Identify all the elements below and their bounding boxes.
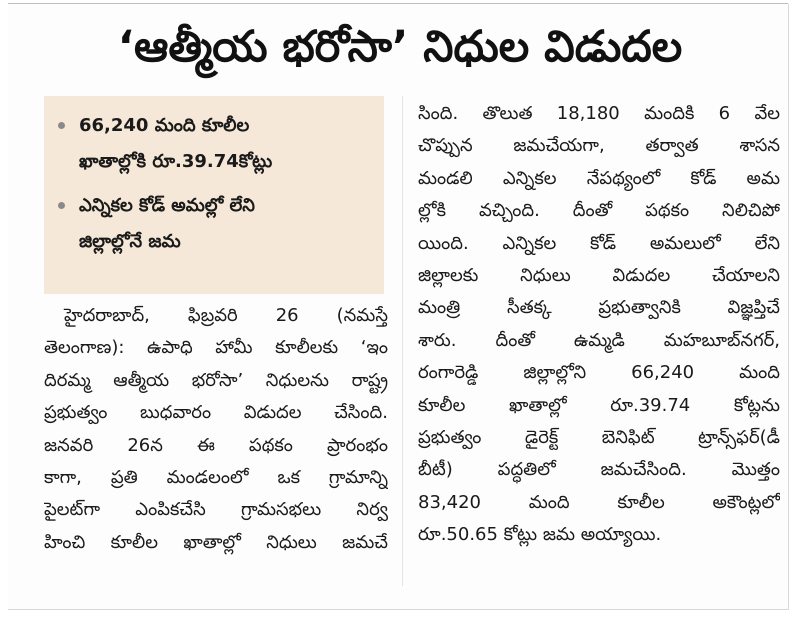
article-line: సింది. తొలుత 18,180 మందికి 6 వేల — [418, 103, 780, 124]
highlight-text — [79, 108, 272, 180]
article-line: రూ.50.65 కోట్లు జమ అయ్యాయి. — [418, 524, 662, 546]
article-line: శారు. దీంతో ఉమ్మడి మహబూబ్‌నగర్, — [418, 329, 780, 351]
headline: ‘ఆత్మీయ భరోసా’ నిధుల విడుదల — [117, 22, 683, 72]
article-line: ప్రభుత్వం బుధవారం విడుదల చేసింది. — [44, 402, 388, 424]
article-right-column — [418, 98, 780, 551]
highlights-box — [44, 96, 384, 294]
article-line: చొప్పున జమచేయగా, తర్వాత శాసన — [418, 135, 780, 157]
highlight-item — [58, 108, 376, 180]
article-line: కాగా, ప్రతి మండలంలో ఒక గ్రామాన్ని — [44, 466, 388, 488]
highlight-line: 66,240 మంది కూలీల — [79, 115, 250, 136]
article-line: 83,420 మంది కూలీల అకౌంట్లలో — [418, 491, 780, 513]
highlight-item — [58, 188, 376, 260]
article-line: హించి కూలీల ఖాతాల్లో నిధులు జమచే — [44, 531, 388, 553]
highlight-line: జిల్లాల్లోనే జమ — [79, 231, 181, 252]
article-line: దిరమ్మ ఆత్మీయ భరోసా’ నిధులను రాష్ట్ర — [44, 369, 388, 391]
article-line: మంత్రి సీతక్క ప్రభుత్వానికి విజ్ఞప్తిచే — [418, 297, 780, 319]
highlight-line: ఎన్నికల కోడ్ అమల్లో లేని — [79, 195, 255, 216]
bullet-icon — [58, 122, 65, 129]
article-line: జనవరి 26న ఈ పథకం ప్రారంభం — [44, 434, 388, 456]
article-line: ప్రభుత్వం డైరెక్ట్ బెనిఫిట్ ట్రాన్స్‌ఫర్(డీ — [418, 426, 780, 448]
article-left-column — [44, 300, 388, 559]
bullet-icon — [58, 202, 65, 209]
article-line: బీటీ) పద్ధతిలో జమచేసింది. మొత్తం — [418, 459, 780, 481]
highlight-line: ఖాతాల్లోకి రూ.39.74కోట్లు — [79, 151, 273, 172]
article-line: యింది. ఎన్నికల కోడ్ అమలులో లేని — [418, 232, 780, 254]
article-line: హైదరాబాద్, ఫిబ్రవరి 26 (నమస్తే — [64, 305, 388, 326]
highlight-text — [79, 188, 255, 260]
column-divider — [402, 96, 403, 586]
article-line: కూలీల ఖాతాల్లో రూ.39.74 కోట్లను — [418, 394, 780, 416]
top-rule — [8, 3, 788, 4]
article-line: జిల్లాలకు నిధులు విడుదల చేయాలని — [418, 264, 780, 286]
article-line: తెలంగాణ): ఉపాధి హామీ కూలీలకు ‘ఇం — [44, 337, 388, 359]
article-line: రంగారెడ్డి జిల్లాల్లోని 66,240 మంది — [418, 362, 780, 384]
article-line: పైలట్‌గా ఎంపికచేసి గ్రామసభలు నిర్వ — [44, 499, 388, 521]
article-line: ల్లోకి వచ్చింది. దీంతో పథకం నిలిచిపో — [418, 200, 780, 222]
article-line: మండలి ఎన్నికల నేపథ్యంలో కోడ్ అమ — [418, 167, 780, 189]
